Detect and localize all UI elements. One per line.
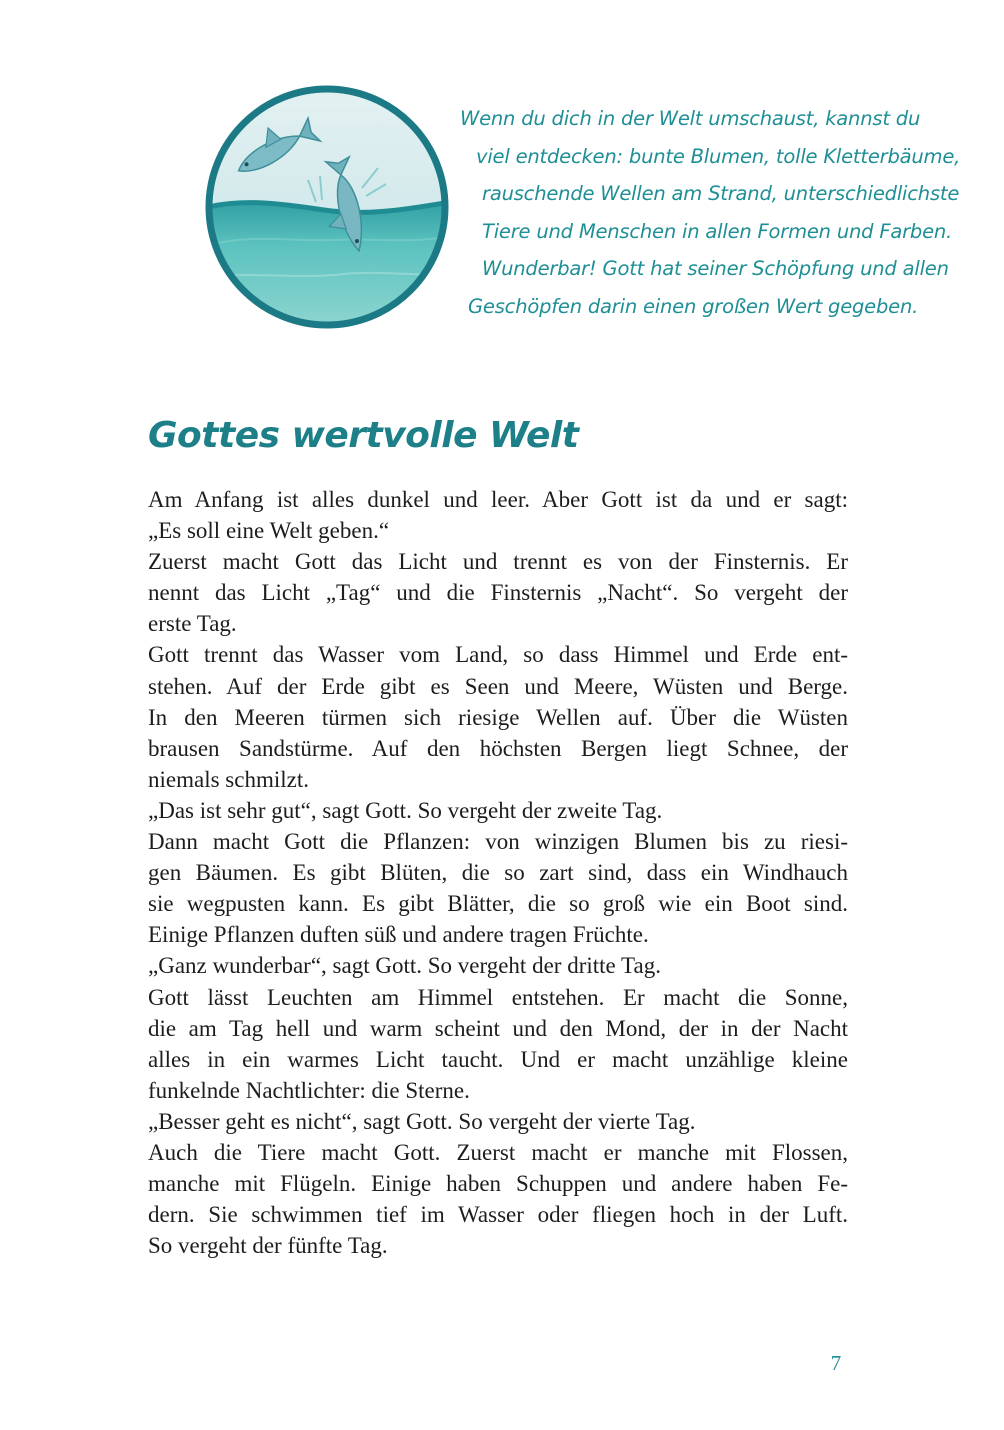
body-line: „Es soll eine Welt geben.“ [148, 518, 390, 544]
intro-line: Wenn du dich in der Welt umschaust, kannst du [460, 107, 921, 130]
body-line: Gott lässt Leuchten am Himmel entstehen. Er macht die Sonne, [148, 984, 848, 1010]
fish-jumping-illustration [204, 84, 450, 330]
body-line: „Ganz wunderbar“, sagt Gott. So vergeht der dritte Tag. [148, 953, 661, 979]
body-line: „Besser geht es nicht“, sagt Gott. So vergeht der vierte Tag. [148, 1108, 696, 1134]
body-line: dern. Sie schwimmen tief im Wasser oder fliegen hoch in der Luft. [148, 1202, 848, 1228]
body-line: funkelnde Nachtlichter: die Sterne. [148, 1077, 470, 1103]
body-text [148, 484, 848, 1261]
body-line: alles in ein warmes Licht taucht. Und er macht unzählige kleine [148, 1046, 848, 1072]
intro-line: Tiere und Menschen in allen Formen und Farben. [482, 219, 953, 243]
body-line: In den Meeren türmen sich riesige Wellen auf. Über die Wüsten [148, 704, 848, 730]
intro-line: Geschöpfen darin einen großen Wert gegeben. [468, 294, 919, 318]
body-line: die am Tag hell und warm scheint und den Mond, der in der Nacht [148, 1015, 848, 1041]
body-line: gen Bäumen. Es gibt Blüten, die so zart sind, dass ein Windhauch [148, 860, 848, 886]
body-line: niemals schmilzt. [148, 766, 309, 792]
body-line: stehen. Auf der Erde gibt es Seen und Meere, Wüsten und Berge. [148, 673, 848, 699]
body-line: So vergeht der fünfte Tag. [148, 1233, 388, 1259]
body-line: Auch die Tiere macht Gott. Zuerst macht er manche mit Flossen, [148, 1139, 848, 1165]
body-line: manche mit Flügeln. Einige haben Schuppen und andere haben Fe- [148, 1171, 848, 1197]
page-number: 7 [830, 1351, 842, 1375]
intro-line: rauschende Wellen am Strand, unterschiedlichste [482, 182, 960, 206]
body-line: Zuerst macht Gott das Licht und trennt es von der Finsternis. Er [148, 549, 848, 575]
page-title: Gottes wertvolle Welt [148, 415, 579, 456]
body-line: Am Anfang ist alles dunkel und leer. Aber Gott ist da und er sagt: [148, 487, 848, 512]
body-line: Dann macht Gott die Pflanzen: von winzigen Blumen bis zu riesi- [148, 829, 848, 855]
body-line: nennt das Licht „Tag“ und die Finsternis „Nacht“. So vergeht der [148, 580, 848, 606]
intro-line: Wunderbar! Gott hat seiner Schöpfung und allen [482, 257, 949, 281]
body-line: Einige Pflanzen duften süß und andere tragen Früchte. [148, 922, 649, 948]
body-line: „Das ist sehr gut“, sagt Gott. So vergeht der zweite Tag. [148, 797, 663, 823]
body-line: sie wegpusten kann. Es gibt Blätter, die so groß wie ein Boot sind. [148, 891, 848, 917]
intro-line: viel entdecken: bunte Blumen, tolle Kletterbäume, [476, 144, 961, 168]
body-line: Gott trennt das Wasser vom Land, so dass Himmel und Erde ent- [148, 642, 848, 668]
body-line: erste Tag. [148, 611, 237, 637]
intro-text [452, 100, 972, 326]
body-line: brausen Sandstürme. Auf den höchsten Bergen liegt Schnee, der [148, 735, 848, 761]
